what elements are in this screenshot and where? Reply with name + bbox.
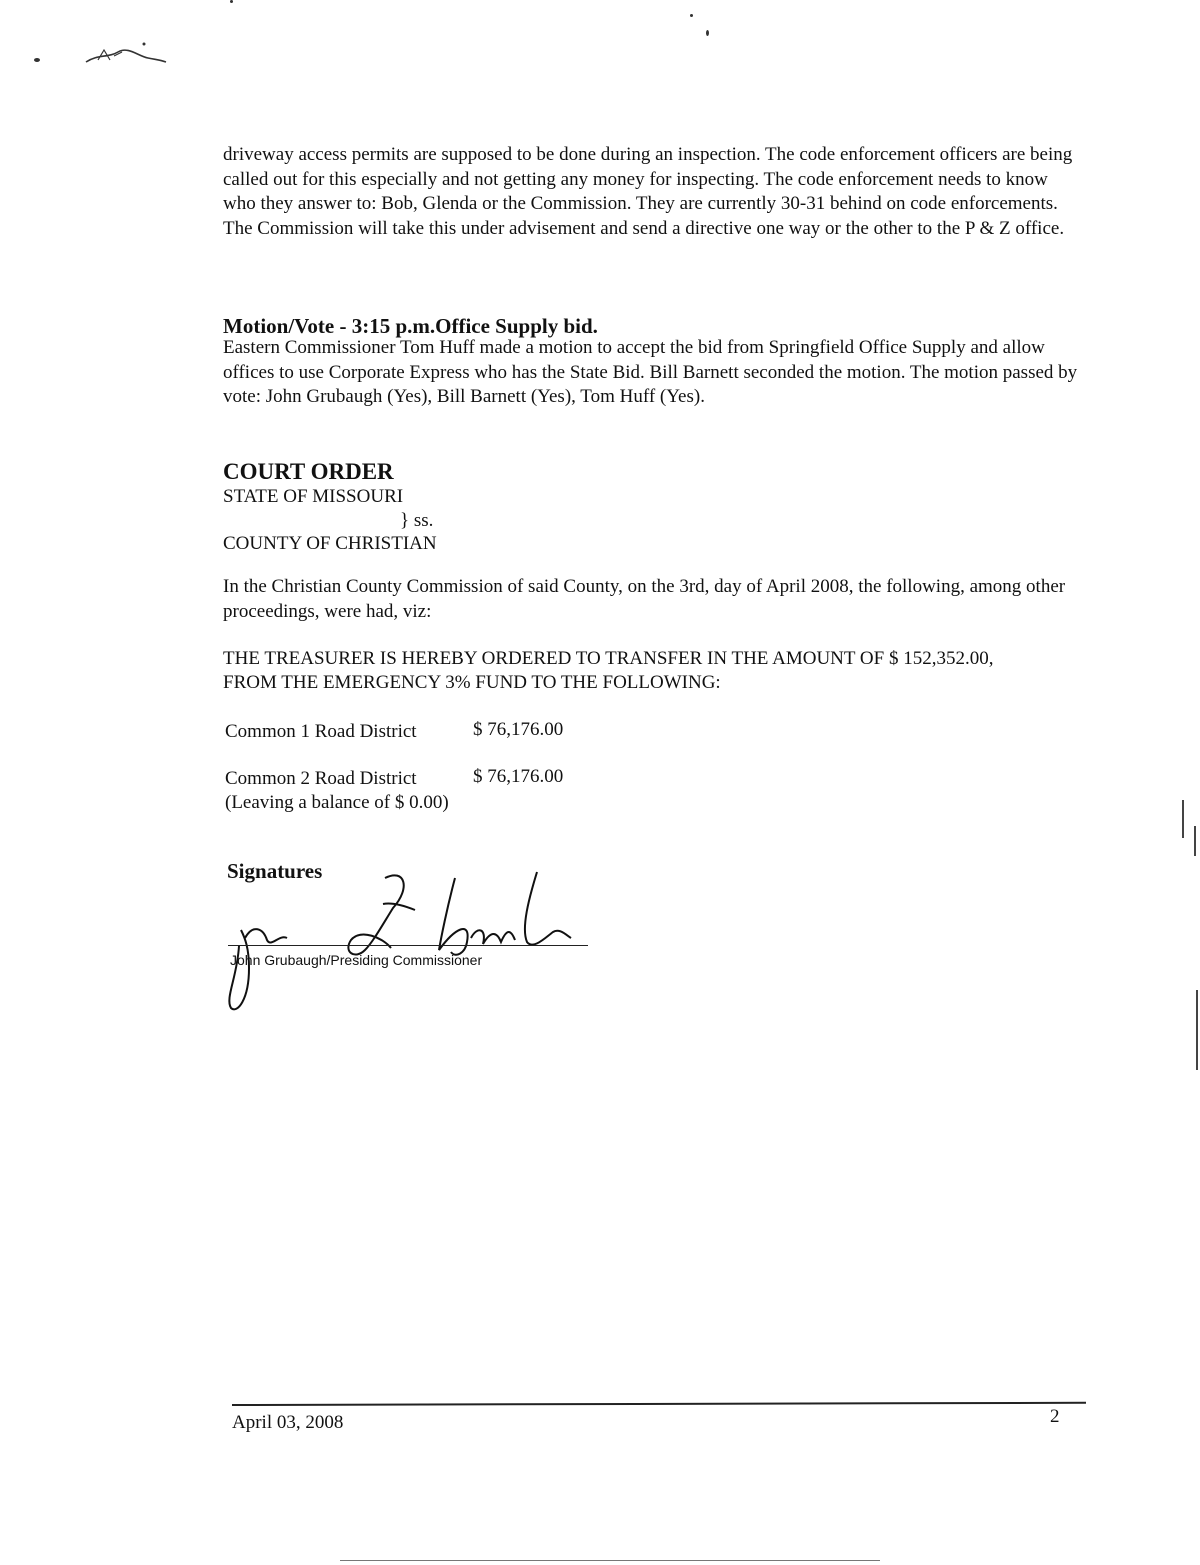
page-number: 2: [1050, 1406, 1060, 1427]
transfer-district-1: Common 1 Road District: [225, 721, 417, 742]
court-order-heading: COURT ORDER: [223, 459, 394, 484]
balance-note: (Leaving a balance of $ 0.00): [225, 792, 449, 813]
footer-rule: [232, 1402, 1086, 1406]
motion-heading: Motion/Vote - 3:15 p.m.Office Supply bid.: [223, 314, 598, 338]
county-line: COUNTY OF CHRISTIAN: [223, 533, 437, 554]
intro-paragraph: driveway access permits are supposed to be done during an inspection. The code enforcement officers are being called out for this especially and not getting any money for inspecting. The code enforcement needs to know who they answer to: Bob, Glenda or the Commission. They are currently 30-31 behind on code enforcements. The Commission will take this under advisement and send a directive one way or the other to the P & Z office.: [223, 144, 1073, 239]
ss-bracket: } ss.: [400, 510, 434, 531]
order-line-1: THE TREASURER IS HEREBY ORDERED TO TRANSFER IN THE AMOUNT OF $ 152,352.00,: [223, 648, 994, 669]
footer-date: April 03, 2008: [232, 1412, 344, 1433]
proceedings-paragraph: In the Christian County Commission of said County, on the 3rd, day of April 2008, the following, among other proceedings, were had, viz:: [223, 576, 1066, 622]
signer-caption: John Grubaugh/Presiding Commissioner: [230, 952, 483, 968]
transfer-amount-1: $ 76,176.00: [473, 719, 564, 740]
signatures-heading: Signatures: [227, 859, 323, 883]
state-line: STATE OF MISSOURI: [223, 486, 404, 507]
motion-body: Eastern Commissioner Tom Huff made a motion to accept the bid from Springfield Office Supply and allow offices to use Corporate Express who has the State Bid. Bill Barnett seconded the motion. The motion passed by vote: John Grubaugh (Yes), Bill Barnett (Yes), Tom Huff (Yes).: [223, 337, 1078, 407]
signature-line: [228, 945, 588, 946]
scan-smudge-icon: [78, 40, 170, 68]
transfer-district-2: Common 2 Road District: [225, 768, 417, 789]
handwritten-signature: [215, 868, 585, 1018]
transfer-amount-2: $ 76,176.00: [473, 766, 564, 787]
bottom-edge-artifact: [340, 1560, 880, 1561]
order-line-2: FROM THE EMERGENCY 3% FUND TO THE FOLLOWING:: [223, 672, 721, 693]
